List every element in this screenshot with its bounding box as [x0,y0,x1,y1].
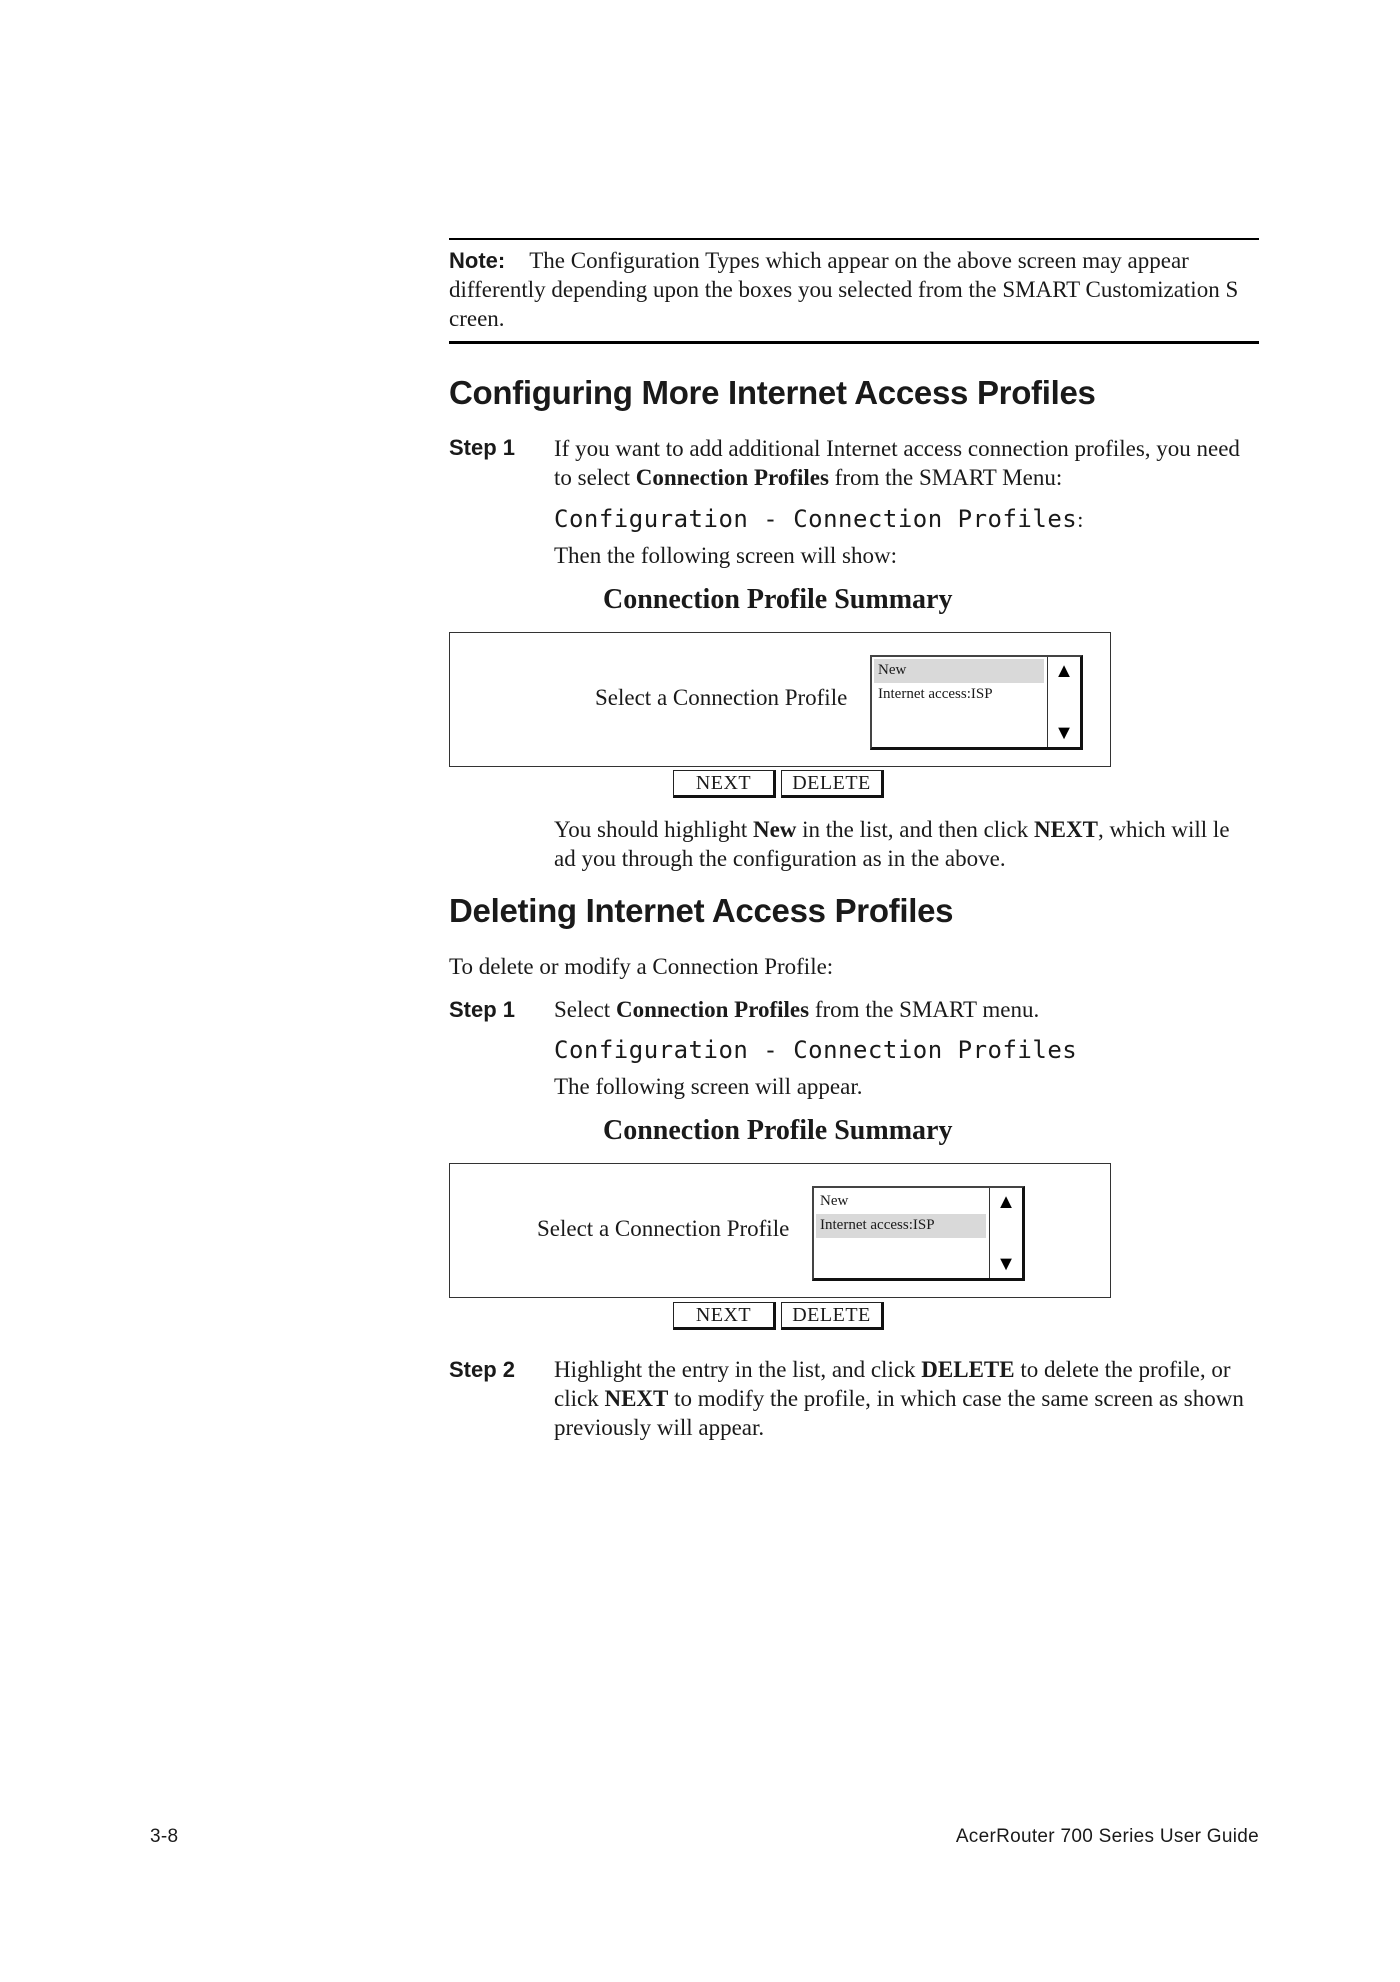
scroll-up-icon[interactable]: ▲ [1054,660,1074,682]
section2-step1-text: Select Connection Profiles from the SMART menu. [554,997,1040,1022]
note-block [449,246,1269,333]
section2-step2-text [554,1355,1244,1442]
profile-listbox-1[interactable] [870,655,1083,750]
section1-step1-line2: to select Connection Profiles from the SMART Menu: [554,465,1063,490]
section1-after-text [554,815,1230,873]
scroll-up-icon[interactable]: ▲ [996,1191,1016,1213]
connection-profiles-term: Connection Profiles [635,465,829,490]
note-top-rule [449,238,1259,240]
section1-then-text: Then the following screen will show: [554,543,898,568]
list-item-internet-access-isp[interactable]: Internet access:ISP [878,686,993,702]
section2-step2-line3: previously will appear. [554,1415,765,1440]
screen-title-2: Connection Profile Summary [603,1115,953,1146]
section2-following-text: The following screen will appear. [554,1074,863,1099]
select-profile-label-2: Select a Connection Profile [537,1216,790,1241]
section2-step2-line1: Highlight the entry in the list, and click DELETE to delete the profile, or [554,1357,1231,1382]
note-bottom-rule [449,341,1259,344]
section1-after-line1: You should highlight New in the list, and then click NEXT, which will le [554,817,1230,842]
note-label: Note: [449,248,506,273]
section2-intro: To delete or modify a Connection Profile: [449,954,834,979]
connection-profile-panel-2 [449,1163,1111,1298]
section1-step1-line1: If you want to add additional Internet access connection profiles, you need [554,436,1240,461]
guide-title: AcerRouter 700 Series User Guide [955,1826,1259,1847]
section1-after-line2: ad you through the configuration as in the above. [554,846,1006,871]
section1-step1-text [554,434,1240,492]
list-item-new[interactable]: New [820,1193,849,1209]
section-heading-deleting: Deleting Internet Access Profiles [449,892,954,929]
step-1-label: Step 1 [449,435,516,460]
scroll-down-icon[interactable]: ▼ [996,1253,1016,1275]
screen-title-1: Connection Profile Summary [603,584,953,615]
list-item-new[interactable]: New [874,659,1044,683]
note-line-1: The Configuration Types which appear on the above screen may appear [529,248,1189,273]
next-button-1[interactable]: NEXT [673,770,776,798]
list-item-internet-access-isp[interactable]: Internet access:ISP [816,1214,986,1238]
section1-menu-path: Configuration - Connection Profiles: [554,505,1084,533]
listbox-scrollbar-2[interactable] [989,1188,1022,1278]
listbox-scrollbar-1[interactable] [1047,657,1080,747]
note-line-3: creen. [449,306,505,331]
note-line-2: differently depending upon the boxes you selected from the SMART Customization S [449,277,1239,302]
section2-step2-line2: click NEXT to modify the profile, in which case the same screen as shown [554,1386,1244,1411]
section-heading-configuring: Configuring More Internet Access Profiles [449,374,1096,411]
delete-button-2[interactable]: DELETE [781,1302,884,1330]
section2-menu-path: Configuration - Connection Profiles [554,1036,1078,1064]
step-2-label: Step 2 [449,1357,516,1382]
select-profile-label-1: Select a Connection Profile [595,685,848,710]
connection-profile-panel-1 [449,632,1111,767]
next-button-2[interactable]: NEXT [673,1302,776,1330]
scroll-down-icon[interactable]: ▼ [1054,722,1074,744]
profile-listbox-2[interactable] [812,1186,1025,1281]
delete-button-1[interactable]: DELETE [781,770,884,798]
step-1-label-section2: Step 1 [449,997,516,1022]
page-number: 3-8 [150,1826,179,1847]
connection-profiles-term-2: Connection Profiles [615,997,810,1022]
